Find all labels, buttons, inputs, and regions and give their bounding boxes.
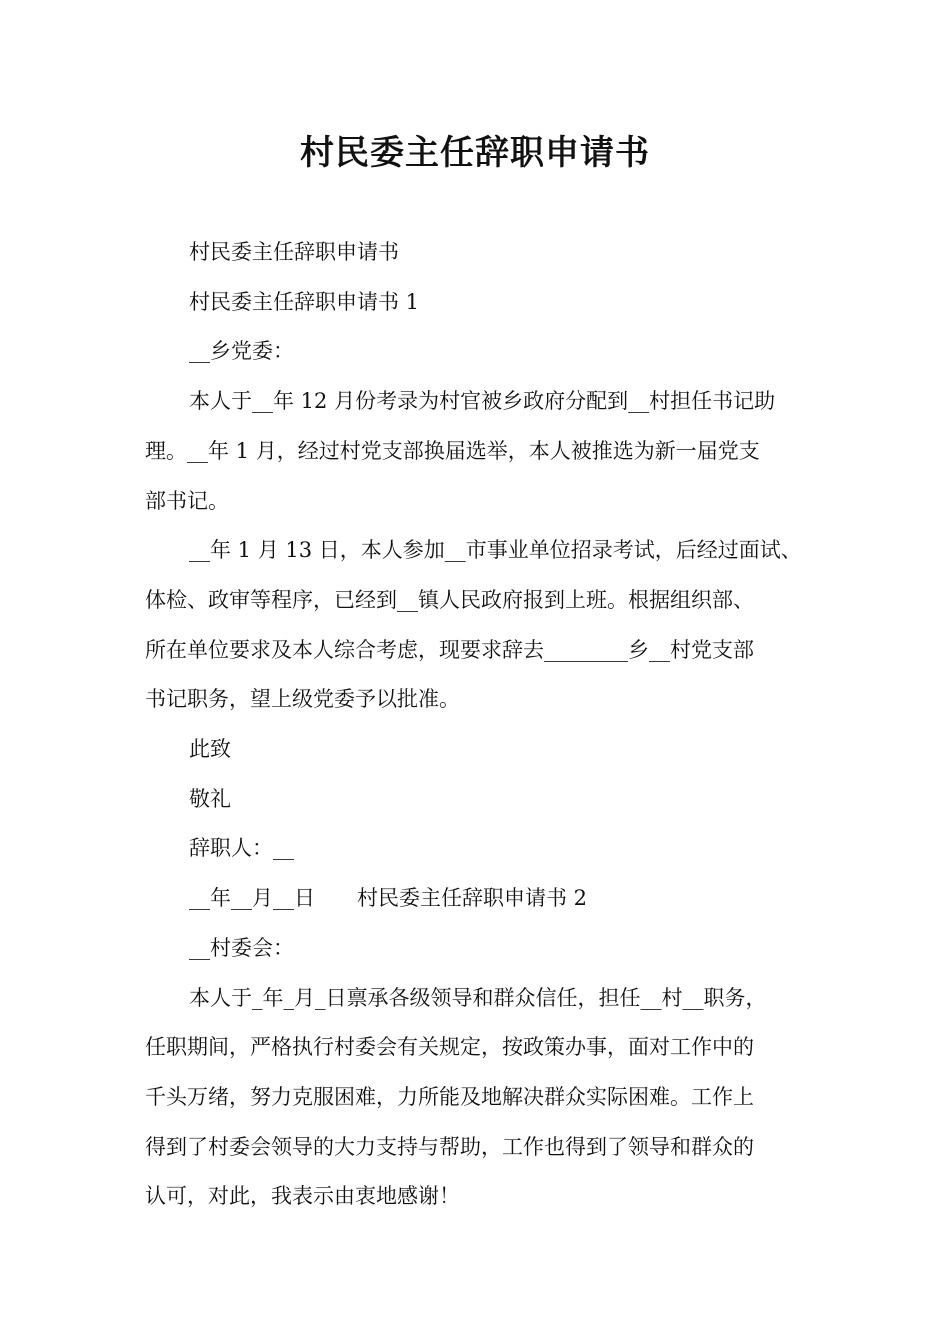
text-line: 任职期间，严格执行村委会有关规定，按政策办事，面对工作中的 xyxy=(145,1035,754,1060)
paragraph-body-2 xyxy=(145,526,825,725)
text-line: 书记职务，望上级党委予以批准。 xyxy=(145,687,460,712)
text-line: 村民委主任辞职申请书 1 xyxy=(189,289,420,314)
text-line: __年 1 月 13 日，本人参加__市事业单位招录考试，后经过面试、 xyxy=(189,538,802,563)
text-line: __村委会： xyxy=(189,935,294,960)
paragraph-closing-1 xyxy=(145,725,825,775)
document-body xyxy=(145,228,825,1222)
paragraph-date-and-section-2-heading xyxy=(145,874,825,924)
text-line: 本人于__年 12 月份考录为村官被乡政府分配到__村担任书记助 xyxy=(189,389,776,414)
text-line: 得到了村委会领导的大力支持与帮助，工作也得到了领导和群众的 xyxy=(145,1134,754,1159)
text-line: 体检、政审等程序，已经到__镇人民政府报到上班。根据组织部、 xyxy=(145,587,754,612)
paragraph-section-1-heading xyxy=(145,278,825,328)
text-line: 理。__年 1 月，经过村党支部换届选举，本人被推选为新一届党支 xyxy=(145,438,760,463)
text-line: 村民委主任辞职申请书 xyxy=(189,240,399,264)
text-line: 认可，对此，我表示由衷地感谢！ xyxy=(145,1184,460,1209)
text-line: 敬礼 xyxy=(189,786,231,811)
paragraph-body-3 xyxy=(145,974,825,1223)
text-line: 部书记。 xyxy=(145,488,229,513)
paragraph-salutation-2 xyxy=(145,924,825,974)
paragraph-salutation-1 xyxy=(145,327,825,377)
text-line: 辞职人：__ xyxy=(189,836,294,861)
paragraph-closing-2 xyxy=(145,775,825,825)
paragraph-signature xyxy=(145,824,825,874)
text-line: __年__月__日 村民委主任辞职申请书 2 xyxy=(189,886,588,911)
text-line: 本人于_年_月_日禀承各级领导和群众信任，担任__村__职务， xyxy=(189,985,767,1010)
paragraph-body-1 xyxy=(145,377,825,526)
text-line: __乡党委： xyxy=(189,339,294,364)
text-line: 所在单位要求及本人综合考虑，现要求辞去________乡__村党支部 xyxy=(145,637,754,662)
text-line: 此致 xyxy=(189,737,231,762)
paragraph-heading-repeat xyxy=(145,228,825,278)
document-title: 村民委主任辞职申请书 xyxy=(300,133,650,173)
text-line: 千头万绪，努力克服困难，力所能及地解决群众实际困难。工作上 xyxy=(145,1084,754,1109)
